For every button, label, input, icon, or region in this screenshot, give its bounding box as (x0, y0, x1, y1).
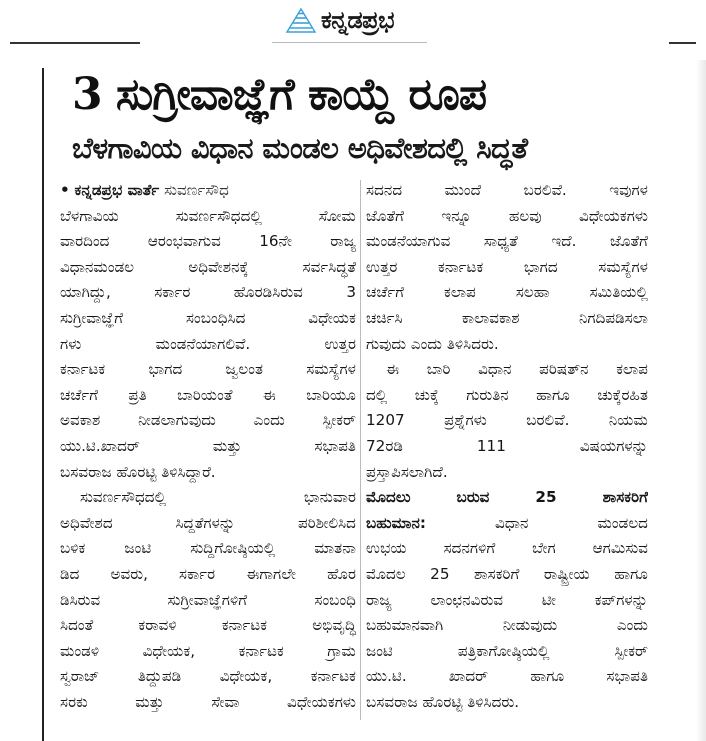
page-edge-shadow (696, 60, 706, 741)
left-line: ಚರ್ಚೆಗೆ ಪ್ರತಿ ಬಾರಿಯಂತೆ ಈ ಬಾರಿಯೂ (60, 385, 356, 404)
right-line: ಮಂಡನೆಯಾಗುವ ಸಾಧ್ಯತೆ ಇದೆ. ಜೊತೆಗೆ (366, 232, 648, 251)
masthead-rule-right (669, 42, 696, 44)
left-line: ಅವಕಾಶ ನೀಡಲಾಗುವುದು ಎಂದು ಸ್ಪೀಕರ್ (60, 411, 356, 430)
left-line: ಯಾಗಿದ್ದು, ಸರ್ಕಾರ ಹೊರಡಿಸಿರುವ 3 (60, 283, 356, 302)
article-column-left (60, 178, 356, 715)
column-divider (360, 180, 361, 720)
right-line: ಸದನದ ಮುಂದೆ ಬರಲಿವೆ. ಇವುಗಳ (366, 181, 648, 199)
left-line: ಯು.ಟಿ.ಖಾದರ್ ಮತ್ತು ಸಭಾಪತಿ (60, 436, 356, 455)
right-line: ಉಭಯ ಸದನಗಳಿಗೆ ಬೇಗ ಆಗಮಿಸುವ (366, 539, 648, 558)
left-line: ಸುವರ್ಣಸೌಧದಲ್ಲಿ ಭಾನುವಾರ (80, 488, 356, 507)
right-line: ಉತ್ತರ ಕರ್ನಾಟಕ ಭಾಗದ ಸಮಸ್ಯೆಗಳ (366, 257, 648, 276)
right-line: ಈ ಬಾರಿ ವಿಧಾನ ಪರಿಷತ್‌ನ ಕಲಾಪ (386, 360, 648, 379)
right-line: ಚರ್ಚೆಗೆ ಕಲಾಪ ಸಲಹಾ ಸಮಿತಿಯಲ್ಲಿ (366, 283, 648, 302)
masthead-rule-center (272, 42, 427, 43)
left-line: ಬಸವರಾಜ ಹೊರಟ್ಟಿ ತಿಳಿಸಿದ್ದಾರೆ. (60, 462, 216, 481)
logo-mountain-icon (285, 6, 317, 34)
byline (60, 178, 356, 204)
right-line: 1207 ಪ್ರಶ್ನೆಗಳು ಬರಲಿವೆ. ನಿಯಮ (366, 411, 648, 430)
right-line: ಗುವುದು ಎಂದು ತಿಳಿಸಿದರು. (366, 334, 499, 353)
left-line: ಸರಕು ಮತ್ತು ಸೇವಾ ವಿಧೇಯಕಗಳು (60, 692, 356, 711)
subsection-heading-tail: ಬಹುಮಾನ: (366, 513, 426, 532)
subheadline: ಬೆಳಗಾವಿಯ ವಿಧಾನ ಮಂಡಲ ಅಧಿವೇಶದಲ್ಲಿ ಸಿದ್ಧತೆ (72, 131, 528, 165)
right-line: ಪ್ರಸ್ತಾಪಿಸಲಾಗಿದೆ. (366, 462, 448, 481)
byline-bullet: • (60, 181, 70, 199)
article-column-right (366, 178, 648, 715)
masthead-rule-left (10, 42, 140, 44)
left-line: ಸಿದಂತೆ ಕರಾವಳಿ ಕರ್ನಾಟಕ ಅಭಿವೃದ್ಧಿ (60, 616, 356, 635)
right-line: ಚರ್ಚಿಸಿ ಕಾಲಾವಕಾಶ ನಿಗದಿಪಡಿಸಲಾ (366, 308, 648, 327)
left-line: ಸ್ವರಾಜ್ ತಿದ್ದುಪಡಿ ವಿಧೇಯಕ, ಕರ್ನಾಟಕ (60, 667, 356, 686)
article-left-rule (42, 68, 44, 741)
right-line: ಜೊತೆಗೆ ಇನ್ನೂ ಹಲವು ವಿಧೇಯಕಗಳು (366, 206, 648, 225)
right-line: ಯು.ಟಿ. ಖಾದರ್ ಹಾಗೂ ಸಭಾಪತಿ (366, 667, 648, 686)
right-line: ಮೊದಲ 25 ಶಾಸಕರಿಗೆ ರಾಷ್ಟ್ರೀಯ ಹಾಗೂ (366, 564, 648, 583)
byline-source: ಕನ್ನಡಪ್ರಭ ವಾರ್ತೆ (74, 181, 160, 199)
left-line: ಅಧಿವೇಶದ ಸಿದ್ದತೆಗಳನ್ನು ಪರಿಶೀಲಿಸಿದ (60, 513, 356, 532)
left-line: ಡಿಸಿರುವ ಸುಗ್ರೀವಾಜ್ಞೆಗಳಿಗೆ ಸಂಬಂಧಿ (60, 590, 356, 609)
right-line: ಬಹುಮಾನವಾಗಿ ನೀಡುವುದು ಎಂದು (366, 616, 648, 635)
left-line: ವಾರದಿಂದ ಆರಂಭವಾಗುವ 16ನೇ ರಾಜ್ಯ (60, 232, 356, 251)
left-line: ಬಳಿಕ ಜಂಟಿ ಸುದ್ದಿಗೋಷ್ಠಿಯಲ್ಲಿ ಮಾತನಾ (60, 539, 356, 558)
byline-place: ಸುವರ್ಣಸೌಧ (164, 181, 229, 199)
left-line: ಗಳು ಮಂಡನೆಯಾಗಲಿವೆ. ಉತ್ತರ (60, 334, 356, 353)
left-line: ಬೆಳಗಾವಿಯ ಸುವರ್ಣಸೌಧದಲ್ಲಿ ಸೋಮ (60, 206, 356, 225)
masthead-logo (285, 2, 394, 38)
right-line: ಜಂಟಿ ಪತ್ರಿಕಾಗೋಷ್ಠಿಯಲ್ಲಿ ಸ್ಪೀಕರ್ (366, 641, 648, 660)
brand-name: ಕನ್ನಡಪ್ರಭ (321, 6, 395, 34)
headline: 3 ಸುಗ್ರೀವಾಜ್ಞೆಗೆ ಕಾಯ್ದೆ ರೂಪ (72, 69, 487, 120)
left-line: ವಿಧಾನಮಂಡಲ ಅಧಿವೇಶನಕ್ಕೆ ಸರ್ವಸಿದ್ಧತೆ (60, 257, 356, 276)
right-line: ದಲ್ಲಿ ಚುಕ್ಕೆ ಗುರುತಿನ ಹಾಗೂ ಚುಕ್ಕೆರಹಿತ (366, 385, 648, 404)
left-line: ಸುಗ್ರೀವಾಜ್ಞೆಗೆ ಸಂಬಂಧಿಸಿದ ವಿಧೇಯಕ (60, 308, 356, 327)
left-line: ಮಂಡಳಿ ವಿಧೇಯಕ, ಕರ್ನಾಟಕ ಗ್ರಾಮ (60, 641, 356, 660)
right-line: ಬಸವರಾಜ ಹೊರಟ್ಟಿ ತಿಳಿಸಿದರು. (366, 692, 520, 711)
right-line: ಬಹುಮಾನ: ವಿಧಾನ ಮಂಡಲದ (366, 513, 648, 532)
left-line: ಡಿದ ಅವರು, ಸರ್ಕಾರ ಈಗಾಗಲೇ ಹೊರ (60, 564, 356, 583)
right-line: 72ರಡಿ 111 ವಿಷಯಗಳನ್ನು (366, 436, 648, 455)
right-line: ರಾಜ್ಯ ಲಾಂಛನವಿರುವ ಟೀ ಕಪ್‌ಗಳನ್ನು (366, 590, 648, 609)
left-line: ಕರ್ನಾಟಕ ಭಾಗದ ಜ್ವಲಂತ ಸಮಸ್ಯೆಗಳ (60, 360, 356, 379)
subsection-heading: ಮೊದಲು ಬರುವ 25 ಶಾಸಕರಿಗೆ (366, 488, 648, 507)
